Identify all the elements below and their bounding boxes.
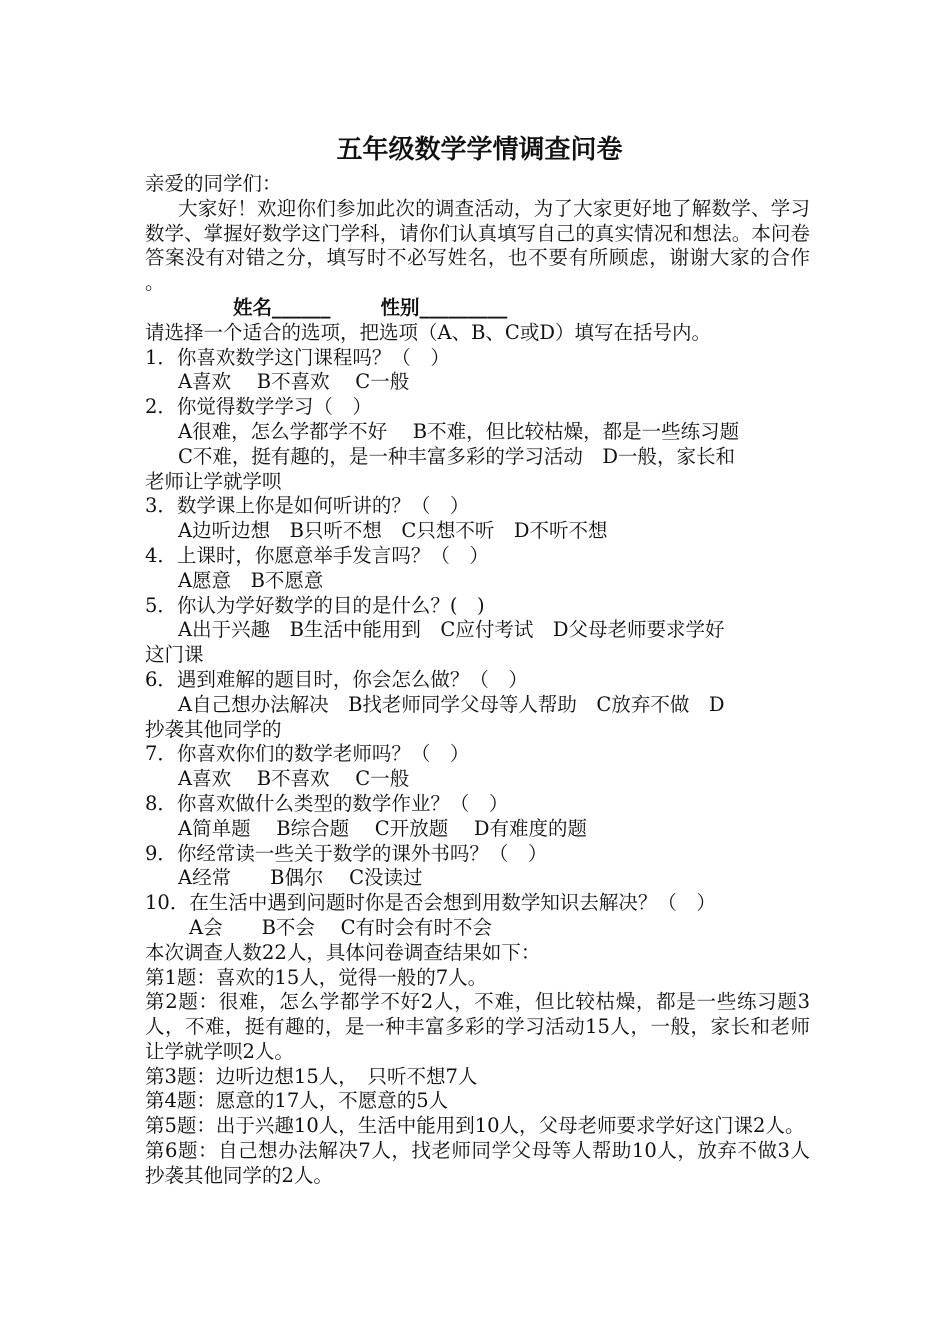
question-3: 3．数学课上你是如何听讲的？（ ）	[145, 494, 470, 518]
info-fields	[145, 296, 810, 321]
question-6-options-cont: 抄袭其他同学的	[145, 717, 282, 741]
document-title: 五年级数学学情调查问卷	[336, 135, 623, 165]
document-page	[145, 128, 810, 1189]
question-1: 1．你喜欢数学这门课程吗？（ ）	[145, 345, 450, 369]
question-3-options: A边听边想 B只听不想 C只想不听 D不听不想	[178, 519, 608, 543]
question-2-options-cont2: 老师让学就学呗	[145, 469, 282, 493]
result-2: 第2题：很难，怎么学都学不好2人，不难，但比较枯燥，都是一些练习题3人，不难，挺有趣的，是一种丰富多彩的学习活动15人，一般，家长和老师让学就学呗2人。	[145, 990, 810, 1063]
results-intro: 本次调查人数22人，具体问卷调查结果如下：	[145, 940, 541, 964]
result-3: 第3题：边听边想15人， 只听不想7人	[145, 1064, 478, 1088]
question-8: 8．你喜欢做什么类型的数学作业？（ ）	[145, 791, 509, 815]
question-4-options: A愿意 B不愿意	[178, 568, 324, 592]
result-5: 第5题：出于兴趣10人，生活中能用到10人，父母老师要求学好这门课2人。	[145, 1114, 805, 1138]
question-10: 10．在生活中遇到问题时你是否会想到用数学知识去解决？（ ）	[145, 891, 716, 915]
result-1: 第1题：喜欢的15人，觉得一般的7人。	[145, 965, 488, 989]
question-10-options: A会 B不会 C有时会有时不会	[189, 915, 493, 939]
gender-field[interactable]: 性别_________	[380, 295, 508, 319]
question-5-options: A出于兴趣 B生活中能用到 C应付考试 D父母老师要求学好	[178, 618, 725, 642]
question-2-options: A很难，怎么学都学不好 B不难，但比较枯燥，都是一些练习题	[178, 419, 740, 443]
question-6: 6．遇到难解的题目时，你会怎么做？（ ）	[145, 667, 528, 691]
result-4: 第4题：愿意的17人，不愿意的5人	[145, 1089, 449, 1113]
question-7-options: A喜欢 B不喜欢 C一般	[178, 767, 410, 791]
question-9: 9．你经常读一些关于数学的课外书吗？（ ）	[145, 841, 548, 865]
instruction: 请选择一个适合的选项，把选项（A、B、C或D）填写在括号内。	[145, 320, 711, 344]
question-2-options-cont: C不难，挺有趣的，是一种丰富多彩的学习活动 D一般，家长和	[178, 444, 736, 468]
intro-paragraph: 大家好！欢迎你们参加此次的调查活动，为了大家更好地了解数学、学习数学、掌握好数学这门学科，请你们认真填写自己的真实情况和想法。本问卷答案没有对错之分，填写时不必写姓名，也不要有所顾虑，谢谢大家的合作 。	[145, 196, 810, 295]
name-field[interactable]: 姓名______	[233, 295, 331, 319]
question-6-options: A自己想办法解决 B找老师同学父母等人帮助 C放弃不做 D	[178, 692, 725, 716]
question-4: 4．上课时，你愿意举手发言吗？（ ）	[145, 543, 489, 567]
question-2: 2．你觉得数学学习（ ）	[145, 395, 372, 419]
result-6: 第6题：自己想办法解决7人，找老师同学父母等人帮助10人，放弃不做3人 抄袭其他同学的2人。	[145, 1139, 810, 1187]
question-7: 7．你喜欢你们的数学老师吗？（ ）	[145, 742, 470, 766]
question-8-options: A简单题 B综合题 C开放题 D有难度的题	[178, 816, 588, 840]
question-5: 5．你认为学好数学的目的是什么？( )	[145, 593, 485, 617]
question-9-options: A经常 B偶尔 C没读过	[178, 866, 423, 890]
question-1-options: A喜欢 B不喜欢 C一般	[178, 370, 410, 394]
question-5-options-cont: 这门课	[145, 643, 204, 667]
greeting: 亲爱的同学们：	[145, 172, 282, 195]
